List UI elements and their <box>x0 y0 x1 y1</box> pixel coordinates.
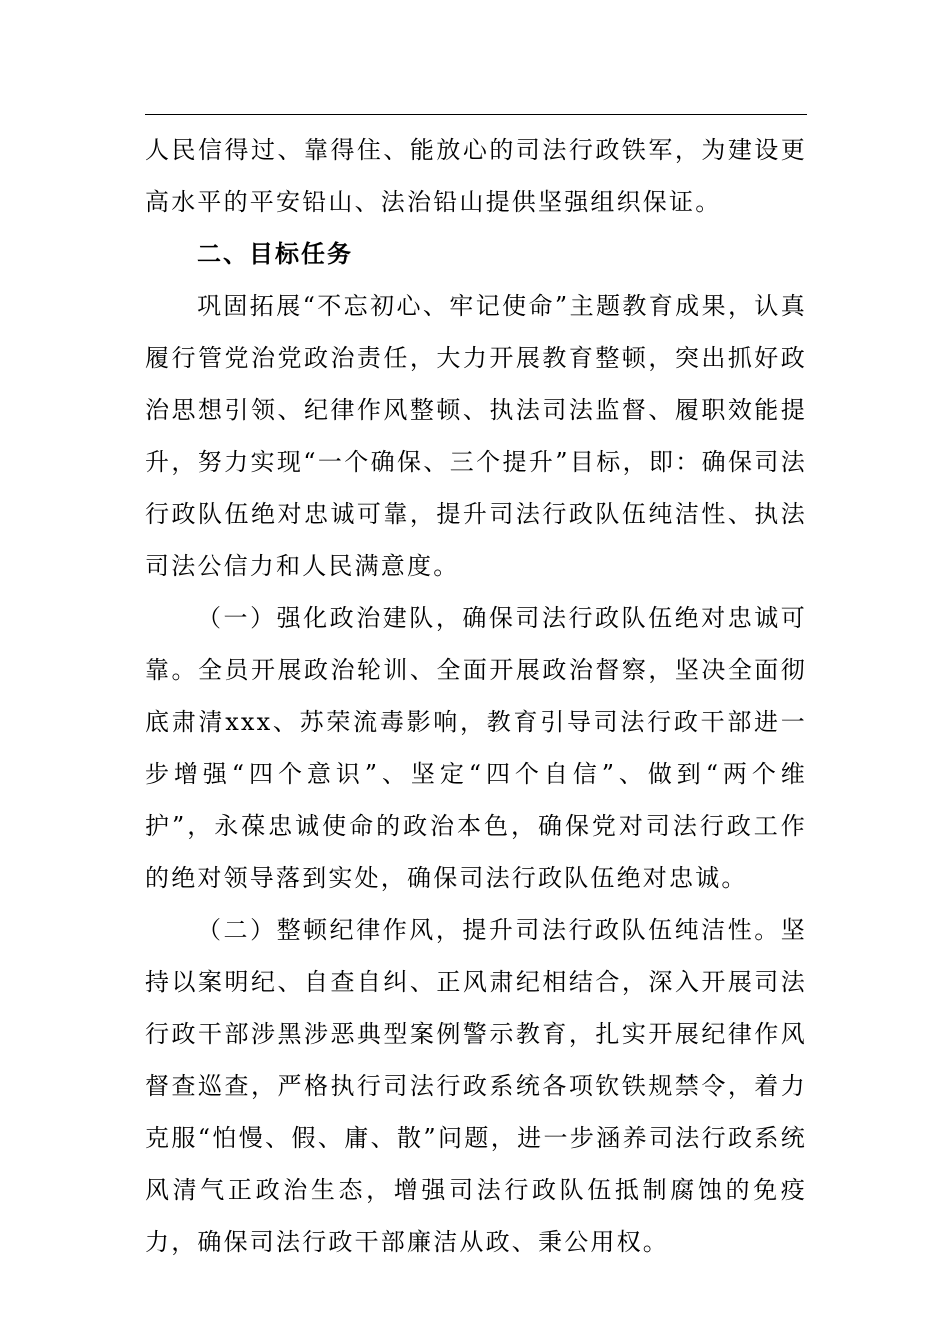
paragraph-continuation: 人民信得过、靠得住、能放心的司法行政铁军，为建设更高水平的平安铅山、法治铅山提供坚强组织保证。 <box>145 136 807 216</box>
paragraph-item-1: （一）强化政治建队，确保司法行政队伍绝对忠诚可靠。全员开展政治轮训、全面开展政治督察，坚决全面彻底肃清xxx、苏荣流毒影响，教育引导司法行政干部进一步增强“四个意识”、坚定“四个自信”、做到“两个维护”，永葆忠诚使命的政治本色，确保党对司法行政工作的绝对领导落到实处，确保司法行政队伍绝对忠诚。 <box>145 604 807 892</box>
header-rule <box>145 114 807 115</box>
paragraph-goals: 巩固拓展“不忘初心、牢记使命”主题教育成果，认真履行管党治党政治责任，大力开展教育整顿，突出抓好政治思想引领、纪律作风整顿、执法司法监督、履职效能提升，努力实现“一个确保、三个提升”目标，即：确保司法行政队伍绝对忠诚可靠，提升司法行政队伍纯洁性、执法司法公信力和人民满意度。 <box>145 292 807 580</box>
paragraph-item-2: （二）整顿纪律作风，提升司法行政队伍纯洁性。坚持以案明纪、自查自纠、正风肃纪相结合，深入开展司法行政干部涉黑涉恶典型案例警示教育，扎实开展纪律作风督查巡查，严格执行司法行政系统各项钦铁规禁令，着力克服“怕慢、假、庸、散”问题，进一步涵养司法行政系统风清气正政治生态，增强司法行政队伍抵制腐蚀的免疫力，确保司法行政干部廉洁从政、秉公用权。 <box>145 916 807 1256</box>
document-body <box>145 124 807 1268</box>
section-heading: 二、目标任务 <box>197 240 353 268</box>
